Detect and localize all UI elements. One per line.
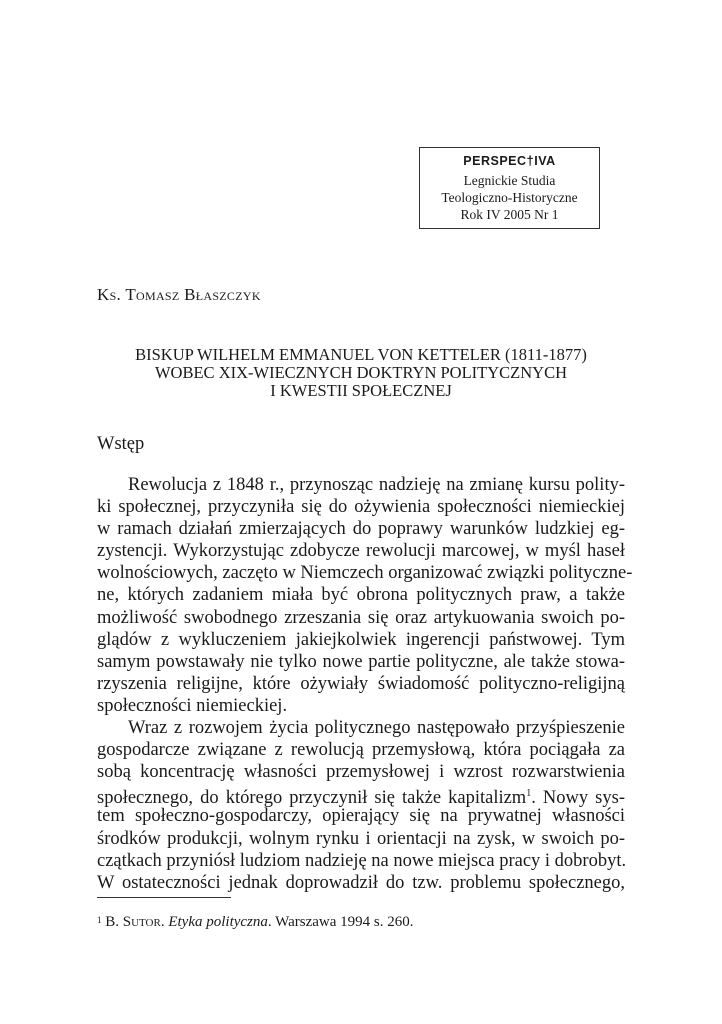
footnote-number: 1 xyxy=(97,915,102,925)
text-line: Wraz z rozwojem życia politycznego następowało przyśpieszenie xyxy=(128,718,625,739)
text-line: ki społecznej, przyczyniła się do ożywienia społeczności niemieckiej xyxy=(97,497,625,518)
footnote-title: Etyka polityczna xyxy=(168,914,268,930)
text-line: czątkach przyniósł ludziom nadzieję na nowe miejsca pracy i dobrobyt. xyxy=(97,850,627,871)
text-line: zystencji. Wykorzystując zdobycze rewolucji marcowej, w myśl haseł xyxy=(97,541,625,562)
footnote-separator xyxy=(97,897,231,898)
text-line: glądów z wykluczeniem jakiejkolwiek ingerencji państwowej. Tym xyxy=(97,629,625,650)
author-name: Ks. Tomasz Błaszczyk xyxy=(97,285,261,304)
title-line: WOBEC XIX-WIECZNYCH DOKTRYN POLITYCZNYCH xyxy=(154,363,567,382)
cross-icon: † xyxy=(526,153,535,168)
text-line: w ramach działań zmierzających do poprawy warunków ludzkiej eg- xyxy=(97,519,625,540)
footnote-author: B. Sutor xyxy=(105,914,161,930)
text-line: Rewolucja z 1848 r., przynosząc nadzieję na zmianę kursu polity- xyxy=(128,475,625,495)
journal-issue: Rok IV 2005 Nr 1 xyxy=(460,207,559,222)
text-line: sobą koncentrację własności przemysłowej i wzrost rozwarstwienia xyxy=(97,762,625,783)
text-line-with-footnote: społecznego, do którego przyczynił się także kapitalizm$^1$. Nowy sys- xyxy=(97,788,625,809)
text-line: wolnościowych, zaczęto w Niemczech organizować związki polityczne- xyxy=(97,563,633,584)
footnote: $^1$ B. Sutor. Etyka polityczna. Warszawa 1994 s. 260. xyxy=(97,914,414,930)
journal-info-box xyxy=(419,147,600,229)
text-line: społeczności niemieckiej. xyxy=(97,695,288,716)
footnote-rest: . Warszawa 1994 s. 260. xyxy=(267,914,414,930)
text-line: środków produkcji, wolnym rynku i orientacji na zysk, w swoich po- xyxy=(97,828,625,849)
section-heading: Wstęp xyxy=(97,434,145,454)
journal-name-line2: Teologiczno-Historyczne xyxy=(441,190,578,205)
text-line: samym powstawały nie tylko nowe partie polityczne, ale także stowa- xyxy=(97,651,625,672)
title-line: BISKUP WILHELM EMMANUEL VON KETTELER (1811-1877) xyxy=(135,345,587,364)
text-line: ne, których zadaniem miała być obrona politycznych praw, a także xyxy=(97,585,625,606)
title-line: I KWESTII SPOŁECZNEJ xyxy=(270,381,452,400)
paragraph-1 xyxy=(97,474,633,717)
text-line: rzyszenia religijne, które ożywiały świadomość polityczno-religijną xyxy=(97,673,625,694)
text-line: tem społeczno-gospodarczy, opierający się na prywatnej własności xyxy=(97,806,625,827)
journal-logo: PERSPEC†IVA xyxy=(463,153,556,168)
text-line: W ostateczności jednak doprowadził do tzw. problemu społecznego, xyxy=(97,872,625,893)
footnote-ref[interactable]: 1 xyxy=(526,788,532,800)
text-line: możliwość swobodnego zrzeszania się oraz artykuowania swoich po- xyxy=(97,607,625,628)
article-title xyxy=(97,346,625,400)
journal-name-line1: Legnickie Studia xyxy=(463,173,556,188)
text-line: gospodarcze związane z rewolucją przemysłową, która pociągała za xyxy=(97,740,625,761)
paragraph-2 xyxy=(97,717,625,894)
body-text xyxy=(97,474,633,894)
